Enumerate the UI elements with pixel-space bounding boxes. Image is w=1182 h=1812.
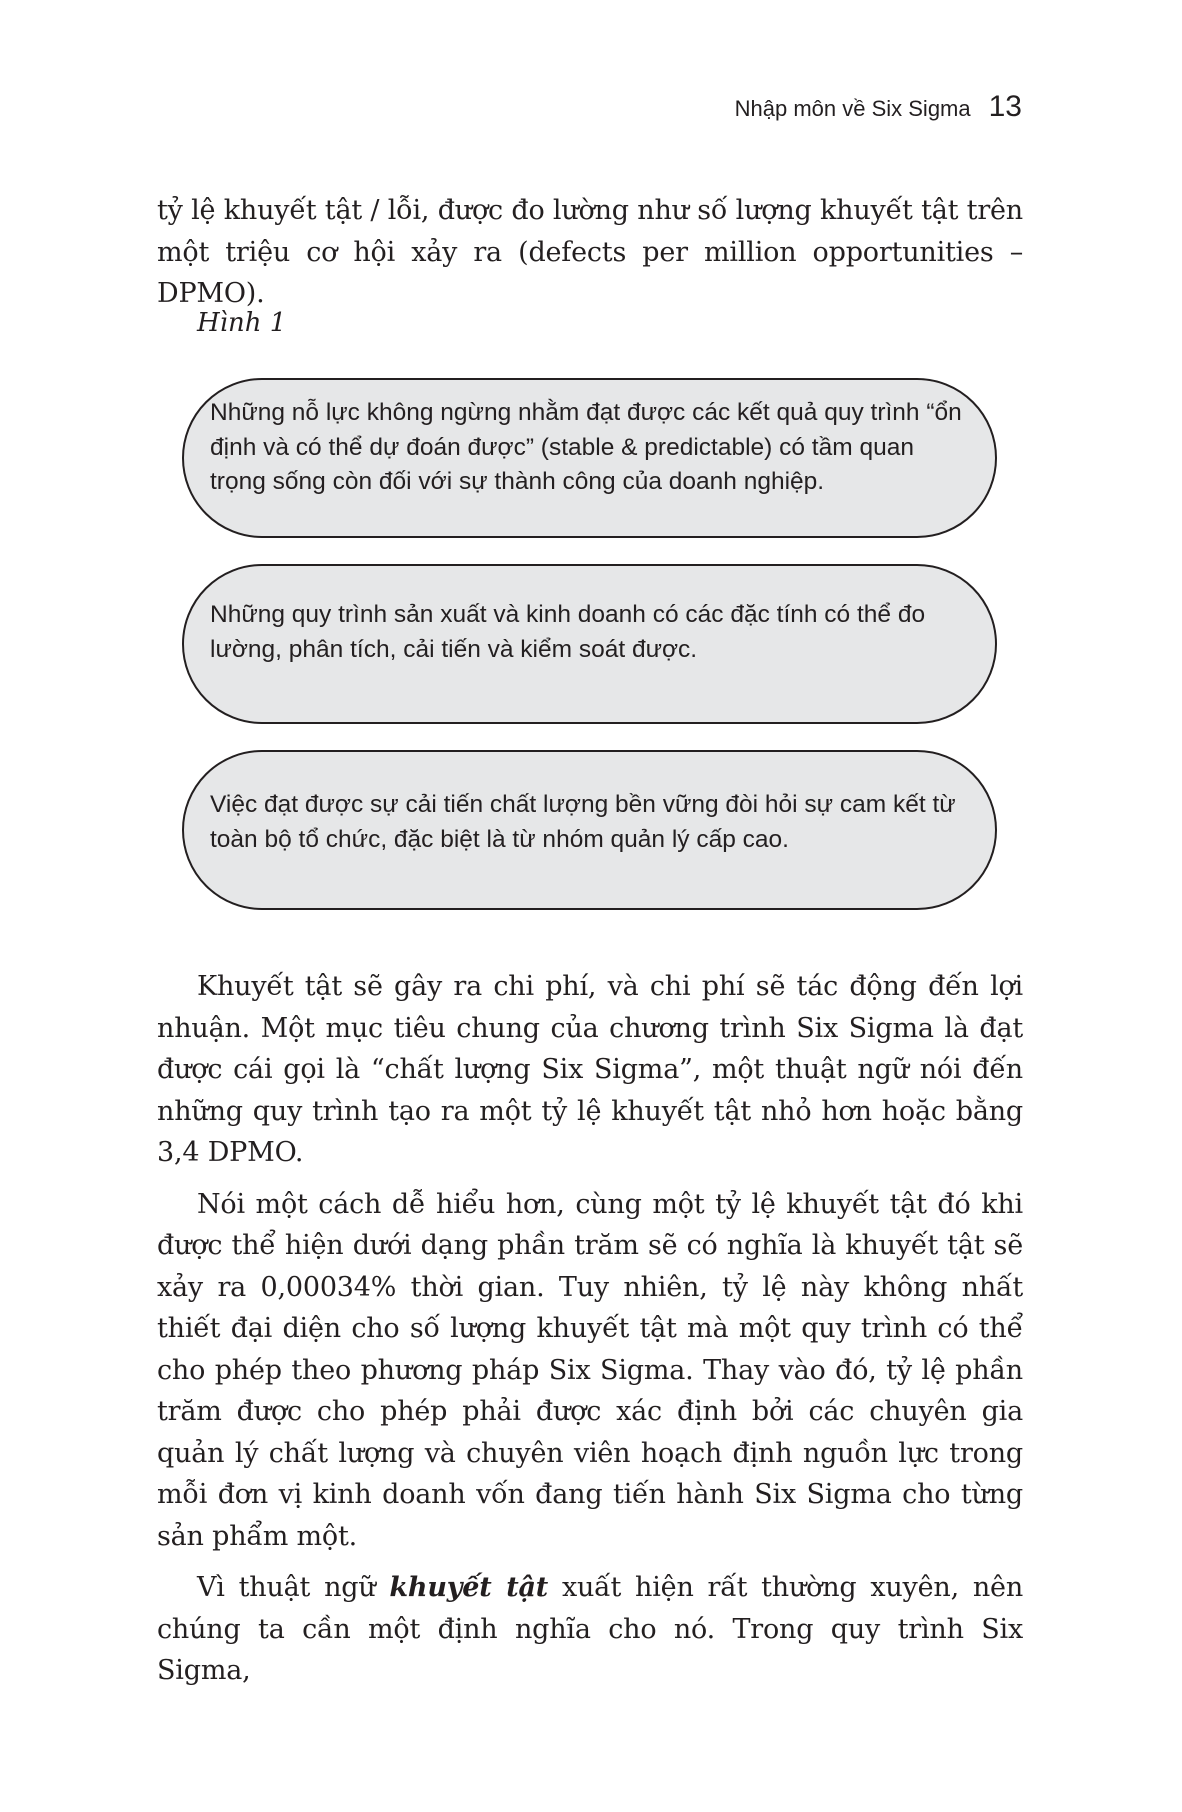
chapter-title: Nhập môn về Six Sigma [734,96,971,121]
intro-paragraph [157,190,1023,315]
figure-box-1: Những nỗ lực không ngừng nhằm đạt được các kết quả quy trình “ổn định và có thể dự đoán được” (stable & predictable) có tầm quan trọng sống còn đối với sự thành công của doanh nghiệp. [182,378,997,538]
figure-box-2: Những quy trình sản xuất và kinh doanh có các đặc tính có thể đo lường, phân tích, cải tiến và kiểm soát được. [182,564,997,724]
page-number: 13 [988,90,1022,123]
figure-box-3: Việc đạt được sự cải tiến chất lượng bền vững đòi hỏi sự cam kết từ toàn bộ tổ chức, đặc biệt là từ nhóm quản lý cấp cao. [182,750,997,910]
running-header [735,90,1022,124]
paragraph-1: Khuyết tật sẽ gây ra chi phí, và chi phí sẽ tác động đến lợi nhuận. Một mục tiêu chung của chương trình Six Sigma là đạt được cái gọi là “chất lượng Six Sigma”, một thuật ngữ nói đến những quy trình tạo ra một tỷ lệ khuyết tật nhỏ hơn hoặc bằng 3,4 DPMO. [157,971,1023,1168]
paragraph-3-lead: Vì thuật ngữ [197,1572,390,1603]
emphasized-term: khuyết tật [389,1572,549,1603]
paragraph-2: Nói một cách dễ hiểu hơn, cùng một tỷ lệ khuyết tật đó khi được thể hiện dưới dạng phần trăm sẽ có nghĩa là khuyết tật sẽ xảy ra 0,00034% thời gian. Tuy nhiên, tỷ lệ này không nhất thiết đại diện cho số lượng khuyết tật mà một quy trình có thể cho phép theo phương pháp Six Sigma. Thay vào đó, tỷ lệ phần trăm được cho phép phải được xác định bởi các chuyên gia quản lý chất lượng và chuyên viên hoạch định nguồn lực trong mỗi đơn vị kinh doanh vốn đang tiến hành Six Sigma cho từng sản phẩm một. [157,1188,1023,1552]
body-text [157,966,1023,1692]
figure-caption: Hình 1 [197,308,287,338]
paragraph-3 [157,1567,1023,1692]
paragraph-3-rest: xuất hiện rất thường xuyên, nên chúng ta cần một định nghĩa cho nó. Trong quy trình Six Sigma, [157,1572,1024,1686]
intro-text: tỷ lệ khuyết tật / lỗi, được đo lường như số lượng khuyết tật trên một triệu cơ hội xảy ra (defects per million opportunities – DPMO). [157,195,1023,309]
